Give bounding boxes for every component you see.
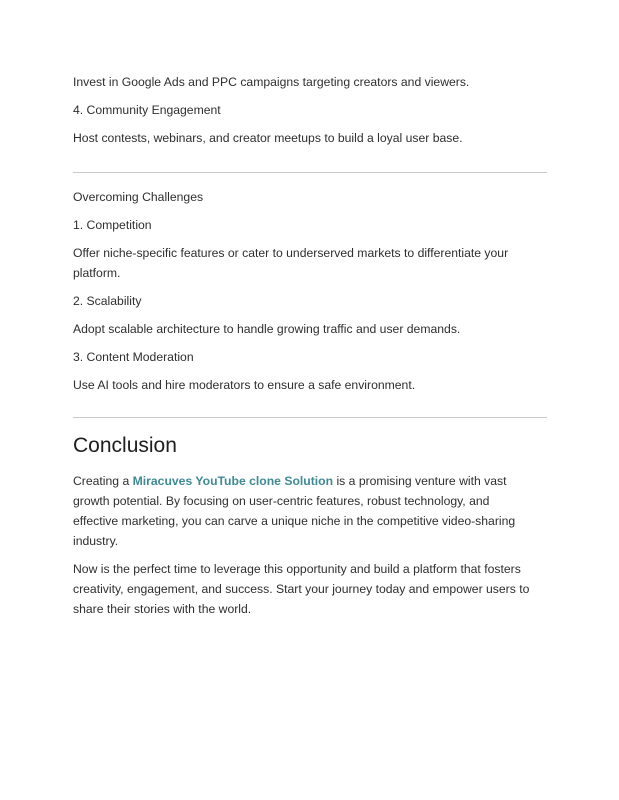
challenges-title: Overcoming Challenges bbox=[73, 190, 204, 204]
conclusion-paragraph-1 bbox=[73, 471, 528, 551]
scalability-paragraph: Adopt scalable architecture to handle growing traffic and user demands. bbox=[73, 322, 461, 336]
moderation-heading: 3. Content Moderation bbox=[73, 350, 194, 364]
conclusion-paragraph-2: Now is the perfect time to leverage this opportunity and build a platform that fosters creativity, engagement, and success. Start your journey today and empower users to share their stories with the world. bbox=[73, 562, 530, 616]
conclusion-p1-prefix: Creating a bbox=[73, 474, 133, 488]
conclusion-heading: Conclusion bbox=[73, 434, 177, 457]
miracuves-link[interactable]: Miracuves YouTube clone Solution bbox=[132, 474, 334, 488]
moderation-paragraph: Use AI tools and hire moderators to ensure a safe environment. bbox=[73, 378, 416, 392]
ads-paragraph: Invest in Google Ads and PPC campaigns targeting creators and viewers. bbox=[73, 75, 470, 89]
section-divider bbox=[73, 417, 547, 418]
section-divider bbox=[73, 172, 547, 173]
competition-heading: 1. Competition bbox=[73, 218, 152, 232]
community-engagement-heading: 4. Community Engagement bbox=[73, 103, 221, 117]
community-engagement-paragraph: Host contests, webinars, and creator meetups to build a loyal user base. bbox=[73, 131, 463, 145]
conclusion-p1-suffix: is a promising venture with vast growth potential. By focusing on user-centric features, robust technology, and effective marketing, you can carve a unique niche in the competitive video-sharing industry. bbox=[73, 474, 516, 548]
competition-paragraph: Offer niche-specific features or cater to underserved markets to differentiate your platform. bbox=[73, 246, 509, 280]
scalability-heading: 2. Scalability bbox=[73, 294, 142, 308]
